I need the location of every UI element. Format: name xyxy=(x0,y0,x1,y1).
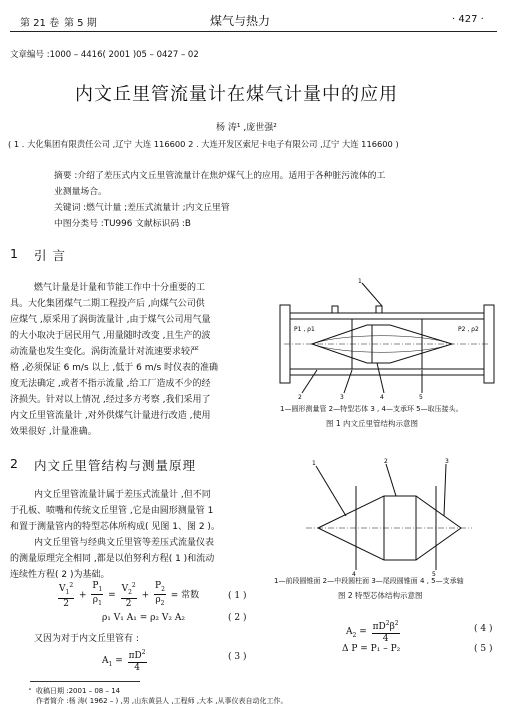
figure-1-legend: 1—圆形测量管 2—特型芯体 3 , 4—支承环 5—取压接头。 xyxy=(280,405,463,413)
volume-label: 第 21 卷 xyxy=(20,18,60,29)
abstract-line-1: 摘要 :介绍了差压式内文丘里管流量计在焦炉煤气上的应用。适用于各种脏污流体的工 xyxy=(54,171,386,181)
equation-3-number: ( 3 ) xyxy=(228,652,247,662)
authors: 杨 涛¹ ,庞世强² xyxy=(216,123,277,133)
section-1-line: 燃气计量是计量和节能工作中十分重要的工 xyxy=(34,283,206,293)
equation-2: ρ₁ V₁ A₁ = ρ₂ V₂ A₂ xyxy=(102,613,185,623)
section-1-line: 济损失。针对以上情况 ,经过多方考察 ,我们采用了 xyxy=(10,395,211,405)
equation-1-number: ( 1 ) xyxy=(228,591,247,601)
equation-2-number: ( 2 ) xyxy=(228,613,247,623)
footnote-bullet: ∘ xyxy=(28,686,32,693)
section-1-line: 动流量也发生变化。涡街流量计对流速要求较严 xyxy=(10,347,200,357)
fig2-label-3: 3 xyxy=(445,458,449,465)
section-1-line: 应煤气 ,原采用了涡街流量计 ,由于煤气公司用气量 xyxy=(10,315,211,325)
section-2-line: 连续性方程( 2 )为基础。 xyxy=(10,570,110,580)
fig2-label-5: 5 xyxy=(432,571,436,576)
section-2-line: 内文丘里管流量计属于差压式流量计 ,但不同 xyxy=(34,490,211,500)
section-1-line: 度无法确定 ,或者不指示流量 ,给工厂造成不少的经 xyxy=(10,379,211,389)
section-1-heading: 引 言 xyxy=(34,248,66,263)
article-number: 文章编号 :1000 – 4416( 2001 )05 – 0427 – 02 xyxy=(10,50,199,60)
section-2-heading: 内文丘里管结构与测量原理 xyxy=(34,458,197,473)
section-1-line: 的大小取决于居民用气 ,用量随时改变 ,且生产的波 xyxy=(10,331,211,341)
fig1-label-2: 2 xyxy=(298,394,302,400)
figure-2-legend: 1—前段圆锥面 2—中段圆柱面 3—尾段圆锥面 4 , 5—支承轴 xyxy=(274,577,464,585)
section-1-line: 格 ,必须保证 6 m/s 以上 ,低于 6 m/s 时仪表的准确 xyxy=(10,363,219,373)
affiliation: ( 1 . 大化集团有限责任公司 ,辽宁 大连 116600 2 . 大连开发区索尼卡电子有限公司 ,辽宁 大连 116600 ) xyxy=(8,139,399,149)
section-2-number: 2 xyxy=(10,456,19,471)
equation-5: Δ P = P₁ – P₂ xyxy=(342,644,401,654)
section-1-line: 内文丘里管流量计 ,对外供煤气计量进行改造 ,使用 xyxy=(10,411,211,421)
issue-label: 第 5 期 xyxy=(64,18,97,29)
equation-1-constant: = 常数 xyxy=(170,590,200,601)
fig1-label-3: 3 xyxy=(340,394,344,400)
section-2-line: 的测量原理完全相同 ,都是以伯努利方程( 1 )和流动 xyxy=(10,554,215,564)
section-1-line: 效果很好 ,计量准确。 xyxy=(10,427,97,437)
equation-4-number: ( 4 ) xyxy=(474,624,493,634)
footnote-author: 作者简介 :杨 涛( 1962 – ) ,男 ,山东黄县人 ,工程师 ,大本 ,从事仪表自动化工作。 xyxy=(36,697,288,705)
page-number: · 427 · xyxy=(452,14,484,25)
equation-1: $\frac{V_1^2}{2}$ + $\frac{P_1}{\rho_1}$ = $\frac{V_2^2}{2}$ + $\frac{P_2}{\rho_2}$ = 常数 xyxy=(59,580,200,609)
equation-5-number: ( 5 ) xyxy=(474,644,493,654)
section-1-line: 具。大化集团煤气二期工程投产后 ,向煤气公司供 xyxy=(10,299,205,309)
classification: 中图分类号 :TU996 文献标识码 :B xyxy=(54,219,191,229)
fig1-label-5: 5 xyxy=(419,394,423,400)
fig1-label-4: 4 xyxy=(380,394,384,400)
section-2-line: 内文丘里管与经典文丘里管等差压式流量仪表 xyxy=(34,538,215,548)
section-1-number: 1 xyxy=(10,246,19,261)
figure-2-diagram xyxy=(296,456,476,576)
fig2-label-2: 2 xyxy=(384,458,388,465)
figure-1-title: 图 1 内文丘里管结构示意图 xyxy=(326,419,419,428)
journal-name: 煤气与热力 xyxy=(210,14,271,28)
footnote-received: 收稿日期 :2001 – 08 – 14 xyxy=(36,687,121,695)
figure-2-title: 图 2 特型芯体结构示意图 xyxy=(338,591,423,600)
fig1-label-p2: P2 , ρ2 xyxy=(458,326,479,333)
abstract-line-2: 业测量场合。 xyxy=(54,187,107,197)
section-2-line: 于孔板、喷嘴和传统文丘里管 ,它是由圆形测量管 1 xyxy=(10,506,214,516)
section-2-line: 和置于测量管内的特型芯体所构成( 见图 1、图 2 )。 xyxy=(10,522,220,532)
fig1-label-1: 1 xyxy=(358,278,362,285)
header-rule xyxy=(10,31,497,32)
paper-title: 内文丘里管流量计在煤气计量中的应用 xyxy=(75,84,398,105)
equation-3: $A_1$ = $\frac{\pi D^2}{4}$ xyxy=(102,649,146,673)
fig1-label-p1: P1 , ρ1 xyxy=(294,326,315,333)
then-text: 又因为对于内文丘里管有 : xyxy=(34,634,139,644)
figure-1-diagram xyxy=(272,275,502,400)
keywords: 关键词 :燃气计量 ;差压式流量计 ;内文丘里管 xyxy=(54,203,230,213)
footnote-rule xyxy=(30,681,140,682)
equation-4: $A_2$ = $\frac{\pi D^2\beta^2}{4}$ xyxy=(346,620,399,644)
fig2-label-1: 1 xyxy=(312,460,316,467)
fig2-label-4: 4 xyxy=(352,571,356,576)
